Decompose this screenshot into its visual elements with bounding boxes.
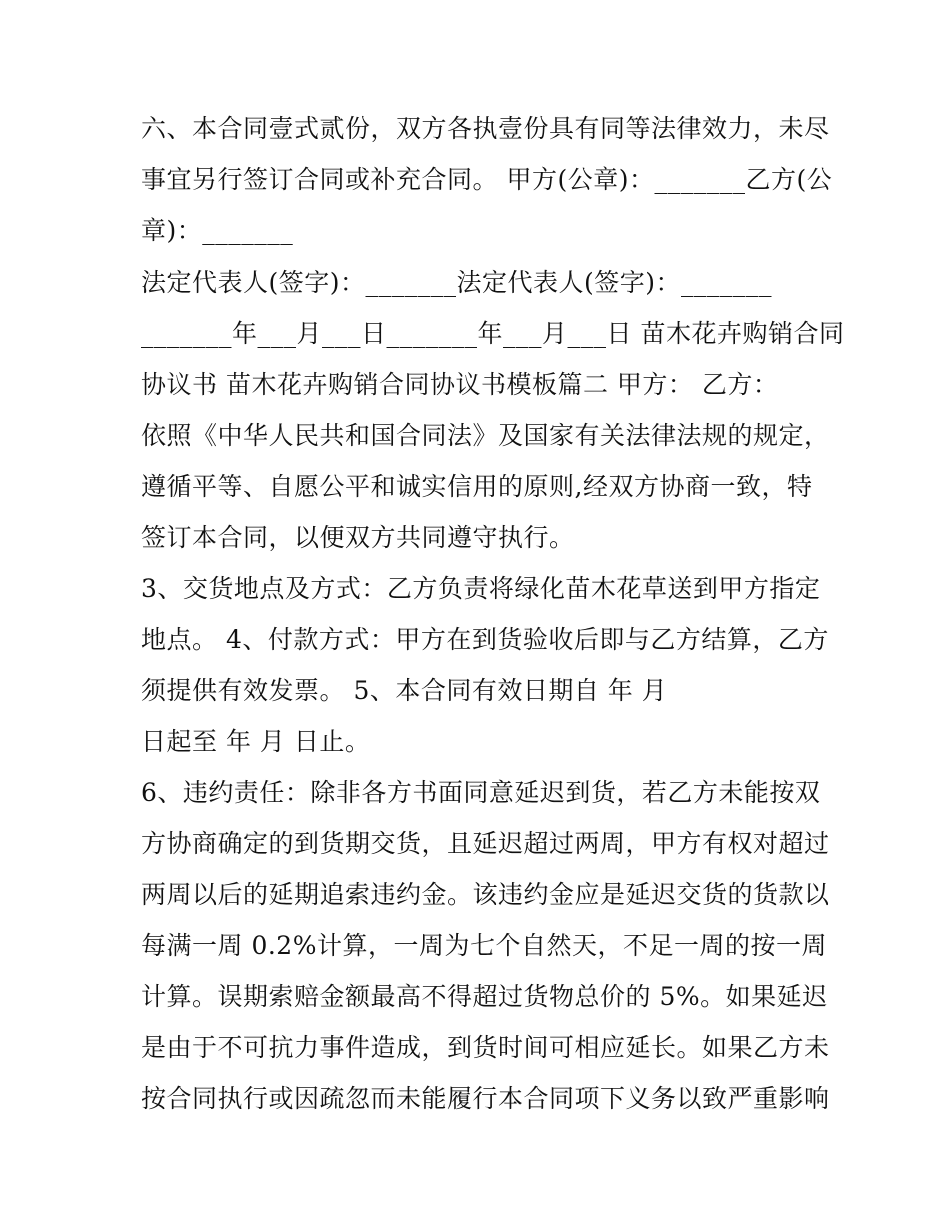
text-line: 是由于不可抗力事件造成，到货时间可相应延长。如果乙方未 bbox=[141, 1033, 830, 1062]
text-line: 签订本合同，以便双方共同遵守执行。 bbox=[141, 523, 575, 552]
text-line: 按合同执行或因疏忽而未能履行本合同项下义务以致严重影响 bbox=[141, 1084, 830, 1113]
text-line: 章)：_______ bbox=[141, 216, 294, 245]
text-line: 计算。误期索赔金额最高不得超过货物总价的 5%。如果延迟 bbox=[141, 982, 828, 1011]
text-line: 协议书 苗木花卉购销合同协议书模板篇二 甲方： 乙方： bbox=[141, 370, 779, 399]
text-line: 须提供有效发票。 5、本合同有效日期自 年 月 bbox=[141, 676, 668, 705]
text-line: 方协商确定的到货期交货，且延迟超过两周，甲方有权对超过 bbox=[141, 829, 830, 858]
text-line: 每满一周 0.2%计算，一周为七个自然天，不足一周的按一周 bbox=[141, 931, 827, 960]
text-line: 日起至 年 月 日止。 bbox=[141, 727, 371, 756]
text-line: 6、违约责任：除非各方书面同意延迟到货，若乙方未能按双 bbox=[141, 778, 821, 807]
text-line: 遵循平等、自愿公平和诚实信用的原则,经双方协商一致，特 bbox=[141, 472, 813, 501]
text-line: 地点。 4、付款方式：甲方在到货验收后即与乙方结算，乙方 bbox=[141, 625, 829, 654]
text-line: _______年___月___日_______年___月___日 苗木花卉购销合同 bbox=[141, 319, 845, 348]
text-line: 六、本合同壹式贰份，双方各执壹份具有同等法律效力，未尽 bbox=[141, 114, 830, 143]
text-line: 法定代表人(签字)：_______法定代表人(签字)：_______ bbox=[141, 268, 773, 297]
text-line: 两周以后的延期追索违约金。该违约金应是延迟交货的货款以 bbox=[141, 880, 830, 909]
text-line: 依照《中华人民共和国合同法》及国家有关法律法规的规定， bbox=[141, 421, 830, 450]
text-line: 事宜另行签订合同或补充合同。 甲方(公章)：_______乙方(公 bbox=[141, 165, 833, 194]
text-line: 3、交货地点及方式：乙方负责将绿化苗木花草送到甲方指定 bbox=[141, 574, 821, 603]
